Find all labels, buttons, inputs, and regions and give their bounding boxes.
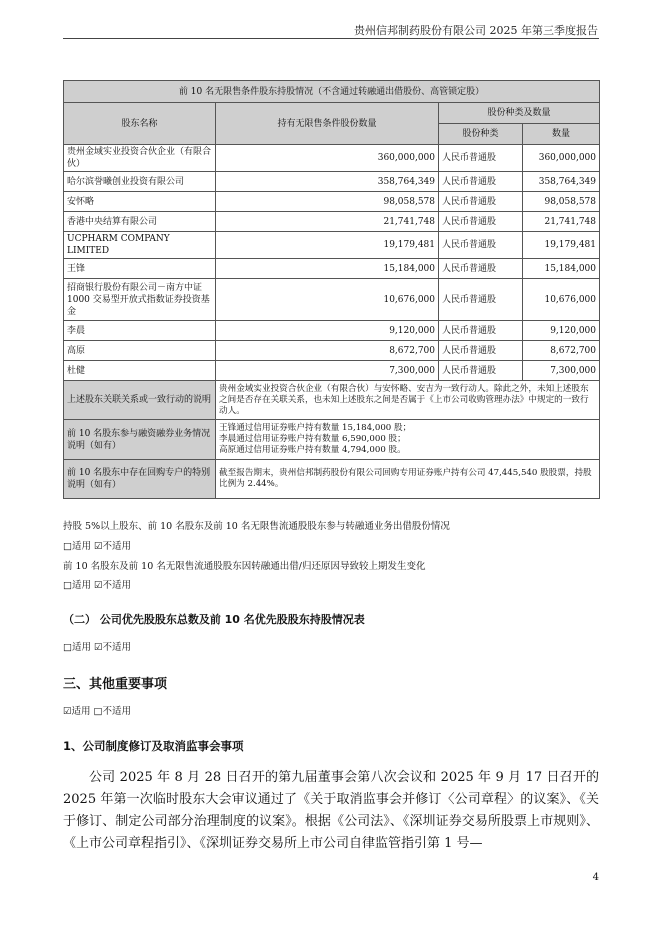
other-matters-options: ☑适用 □不适用 [63,706,132,717]
report-header-title: 贵州信邦制药股份有限公司 2025 年第三季度报告 [354,24,598,37]
col-header-type-group: 股份种类及数量 [439,103,600,124]
governance-revision-body: 公司 2025 年 8 月 28 日召开的第九届董事会第八次会议和 2025 年 9 月 17 日召开的 2025 年第一次临时股东大会审议通过了《关于取消监事会并修订〈公司章程〉的议案》、《关于修订、制定公司部分治理制度的议案》。根据《公司法》、《深圳证券交易所股票上市规则》、《上市公司章程指引》、《深圳证券交易所上市公司自律监管指引第 1 号— [63,770,599,851]
securities-lending-options: □适用 ☑不适用 [63,541,132,552]
holder-name: 招商银行股份有限公司－南方中证 1000 交易型开放式指数证券投资基金 [64,279,216,321]
holder-qty: 358,764,349 [216,172,439,192]
holder-amount: 15,184,000 [523,259,600,279]
preferred-shares-options: □适用 ☑不适用 [63,642,132,653]
header-divider [63,38,599,39]
table-row [64,232,600,259]
note-label-repurchase: 前 10 名股东中存在回购专户的特别说明（如有） [64,460,216,499]
holder-share-type: 人民币普通股 [439,341,523,361]
holder-name: 安怀略 [64,192,216,212]
holder-name: UCPHARM COMPANY LIMITED [64,232,216,259]
page-number: 4 [592,872,599,883]
holder-amount: 98,058,578 [523,192,600,212]
holder-share-type: 人民币普通股 [439,192,523,212]
lending-change-options: □适用 ☑不适用 [63,580,132,591]
holder-name: 贵州金域实业投资合伙企业（有限合伙） [64,145,216,172]
holder-amount: 7,300,000 [523,361,600,381]
note-label-related-parties: 上述股东关联关系或一致行动的说明 [64,381,216,420]
other-matters-heading: 三、其他重要事项 [63,677,168,692]
holder-share-type: 人民币普通股 [439,232,523,259]
holder-qty: 21,741,748 [216,212,439,232]
holder-qty: 360,000,000 [216,145,439,172]
holder-qty: 19,179,481 [216,232,439,259]
margin-line: 王锋通过信用证券账户持有数量 15,184,000 股； [219,423,412,433]
col-header-qty: 持有无限售条件股份数量 [216,103,439,145]
holder-name: 高原 [64,341,216,361]
table-row [64,192,600,212]
col-header-amount: 数量 [523,124,600,145]
table-row [64,279,600,321]
holder-share-type: 人民币普通股 [439,172,523,192]
holder-amount: 360,000,000 [523,145,600,172]
holder-amount: 21,741,748 [523,212,600,232]
holder-name: 香港中央结算有限公司 [64,212,216,232]
holder-name: 李晨 [64,321,216,341]
lending-change-line: 前 10 名股东及前 10 名无限售流通股股东因转融通出借/归还原因导致较上期发生变化 [63,561,426,572]
holder-name: 哈尔滨誉曦创业投资有限公司 [64,172,216,192]
holder-share-type: 人民币普通股 [439,279,523,321]
holder-qty: 10,676,000 [216,279,439,321]
note-text-repurchase: 截至报告期末，贵州信邦制药股份有限公司回购专用证券账户持有公司 47,445,540 股股票，持股比例为 2.44%。 [216,460,600,499]
holder-amount: 9,120,000 [523,321,600,341]
table-title: 前 10 名无限售条件股东持股情况（不含通过转融通出借股份、高管锁定股） [64,81,600,103]
note-row [64,420,600,460]
holder-share-type: 人民币普通股 [439,145,523,172]
table-row [64,341,600,361]
holder-amount: 19,179,481 [523,232,600,259]
holder-amount: 8,672,700 [523,341,600,361]
margin-line: 李晨通过信用证券账户持有数量 6,590,000 股； [219,434,406,444]
holder-name: 杜健 [64,361,216,381]
table-row [64,145,600,172]
holder-amount: 358,764,349 [523,172,600,192]
holder-qty: 15,184,000 [216,259,439,279]
note-row [64,460,600,499]
table-row [64,259,600,279]
holder-qty: 9,120,000 [216,321,439,341]
margin-line: 高原通过信用证券账户持有数量 4,794,000 股。 [219,445,406,455]
preferred-shares-heading: （二） 公司优先股股东总数及前 10 名优先股股东持股情况表 [63,613,365,626]
table-row [64,321,600,341]
holder-qty: 98,058,578 [216,192,439,212]
note-text-margin-trading [216,420,600,460]
col-header-type: 股份种类 [439,124,523,145]
col-header-name: 股东名称 [64,103,216,145]
holder-name: 王锋 [64,259,216,279]
holder-qty: 8,672,700 [216,341,439,361]
note-label-margin-trading: 前 10 名股东参与融资融券业务情况说明（如有） [64,420,216,460]
holder-qty: 7,300,000 [216,361,439,381]
top10-shareholders-table [63,80,600,499]
table-row [64,212,600,232]
note-text-related-parties: 贵州金域实业投资合伙企业（有限合伙）与安怀略、安吉为一致行动人。除此之外，未知上述股东之间是否存在关联关系，也未知上述股东之间是否属于《上市公司收购管理办法》中规定的一致行动人。 [216,381,600,420]
holder-share-type: 人民币普通股 [439,361,523,381]
holder-share-type: 人民币普通股 [439,321,523,341]
note-row [64,381,600,420]
governance-revision-heading: 1、公司制度修订及取消监事会事项 [63,739,244,753]
table-row [64,172,600,192]
holder-share-type: 人民币普通股 [439,259,523,279]
securities-lending-line: 持股 5%以上股东、前 10 名股东及前 10 名无限售流通股股东参与转融通业务出借股份情况 [63,521,450,532]
holder-share-type: 人民币普通股 [439,212,523,232]
table-row [64,361,600,381]
holder-amount: 10,676,000 [523,279,600,321]
